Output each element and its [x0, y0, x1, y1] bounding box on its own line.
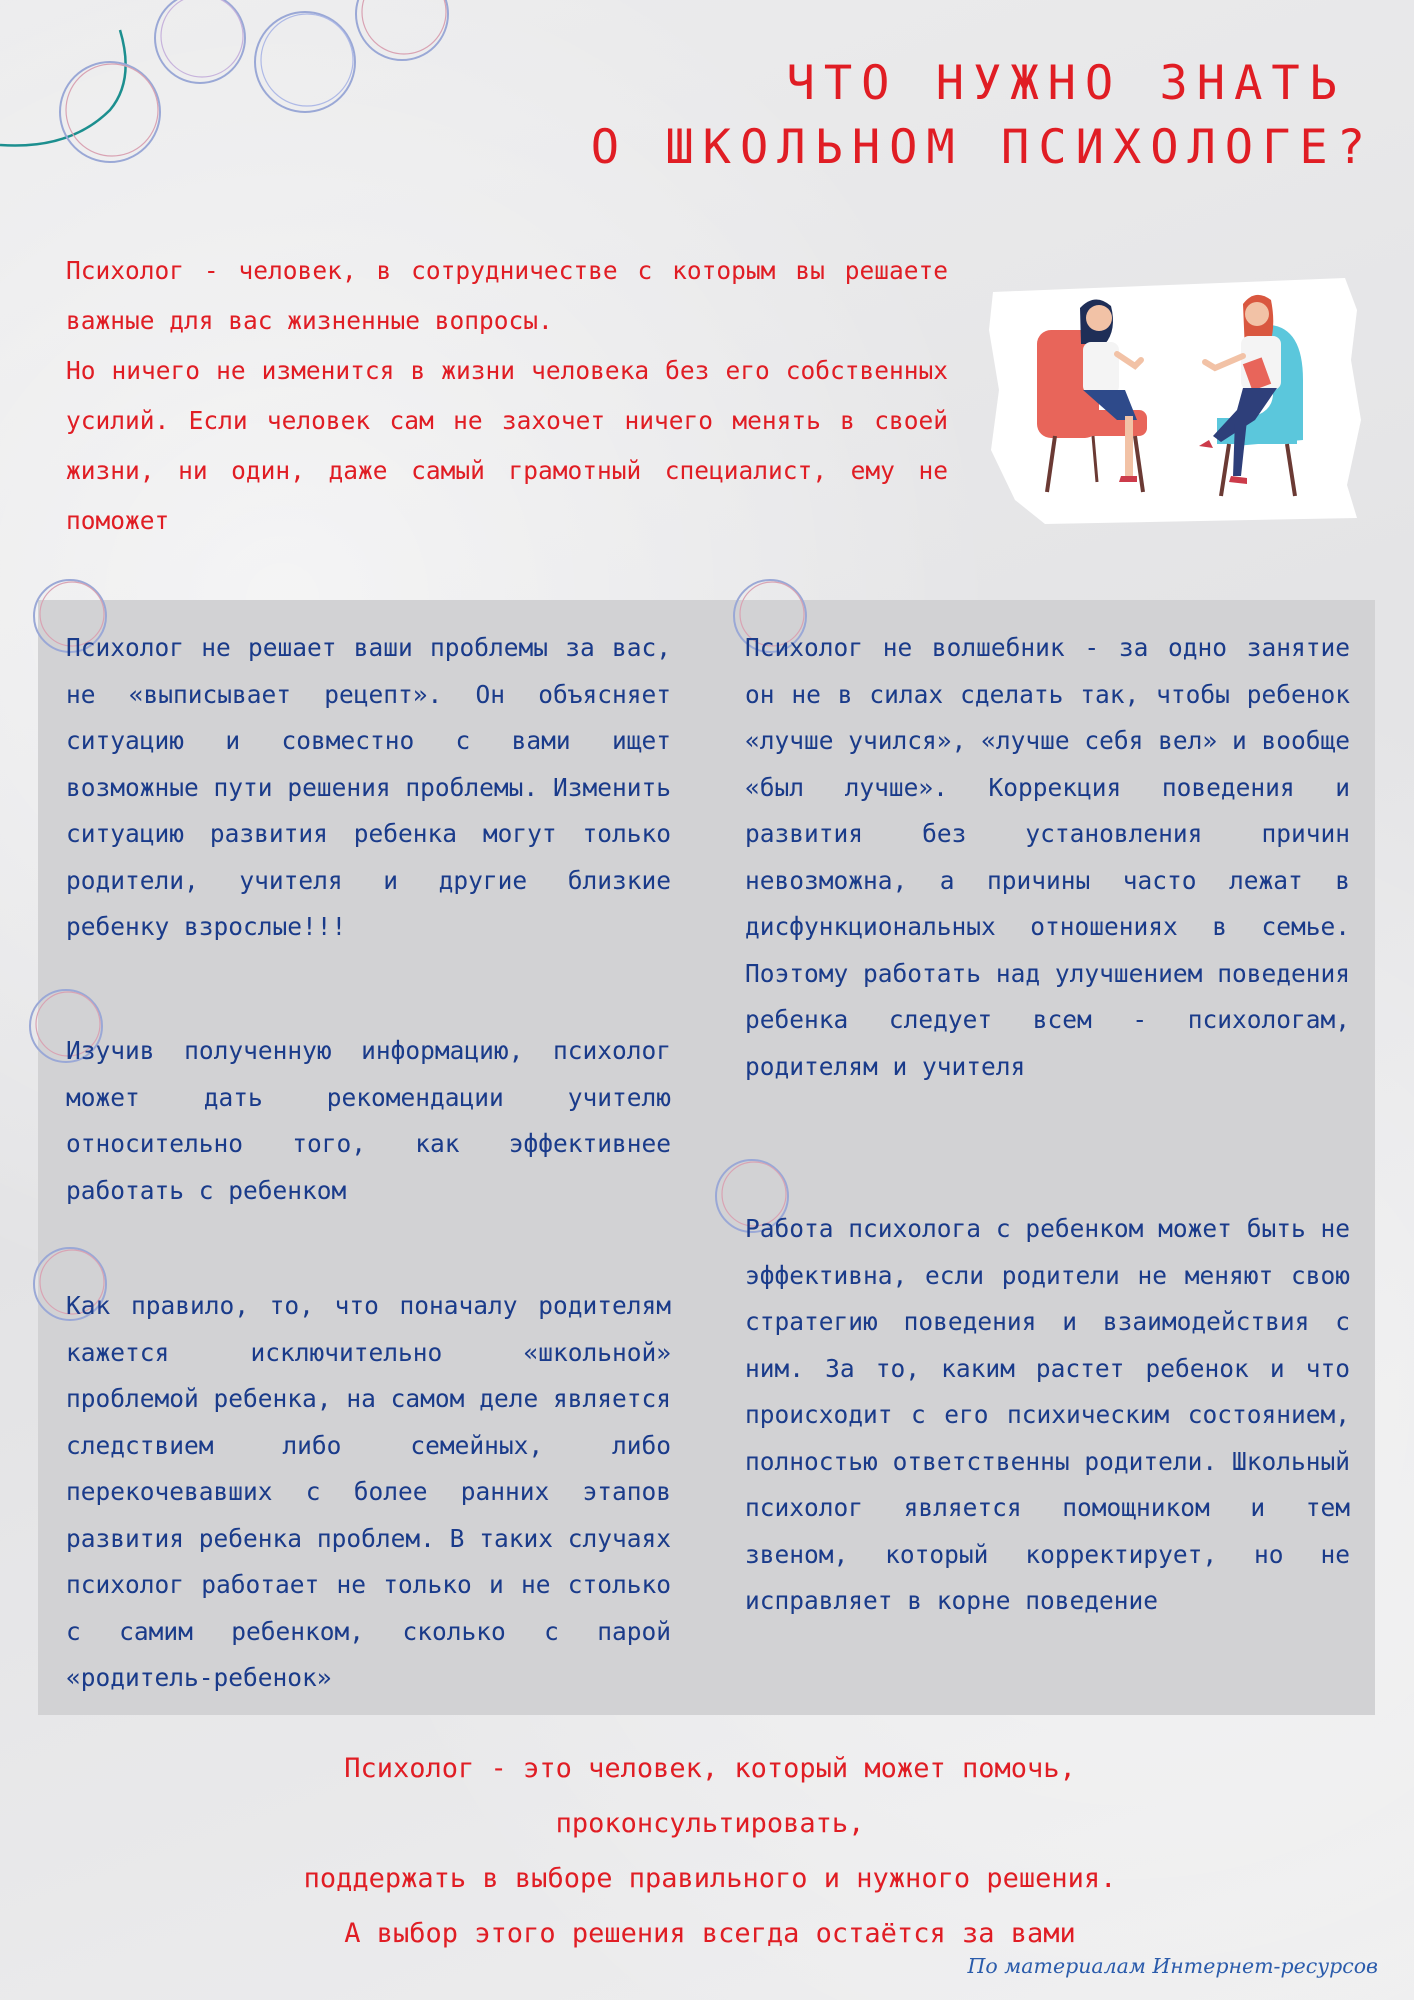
psychologist-session-illustration	[985, 270, 1365, 530]
decorative-bubbles-icon	[0, 0, 470, 190]
text-block-right-2: Работа психолога с ребенком может быть не эффективна, если родители не меняют свою стратегию поведения и взаимодействия с ним. За то, каким растет ребенок и что происходит с его психическим состоянием, полностью ответственны родители. Школьный психолог является помощником и тем звеном, который корректирует, но не исправляет в корне поведение	[745, 1214, 1350, 1615]
closing-line-4: А выбор этого решения всегда остаётся за вами	[344, 1918, 1076, 1949]
title-line-1: ЧТО НУЖНО ЗНАТЬ	[786, 56, 1346, 111]
page-title	[474, 52, 1374, 180]
closing-line-3: поддержать в выборе правильного и нужного решения.	[303, 1863, 1117, 1894]
intro-paragraph-1: Психолог - человек, в сотрудничестве с которым вы решаете важные для вас жизненные вопросы.	[66, 256, 948, 335]
text-block-left-3: Как правило, то, что поначалу родителям кажется исключительно «школьной» проблемой ребенка, на самом деле является следствием либо семейных, либо перекочевавших с более ранних этапов развития ребенка проблем. В таких случаях психолог работает не только и не столько с самим ребенком, сколько с парой «родитель-ребенок»	[66, 1291, 671, 1692]
closing-line-2: проконсультировать,	[555, 1808, 865, 1839]
closing-line-1: Психолог - это человек, который может помочь,	[344, 1753, 1076, 1784]
intro-paragraph-2: Но ничего не изменится в жизни человека без его собственных усилий. Если человек сам не захочет ничего менять в своей жизни, ни один, даже самый грамотный специалист, ему не поможет	[66, 356, 948, 535]
text-block-left-2: Изучив полученную информацию, психолог может дать рекомендации учителю относительно того, как эффективнее работать с ребенком	[66, 1036, 671, 1205]
text-block-left-1: Психолог не решает ваши проблемы за вас, не «выписывает рецепт». Он объясняет ситуацию и совместно с вами ищет возможные пути решения проблемы. Изменить ситуацию развития ребенка могут только родители, учителя и другие близкие ребенку взрослые!!!	[66, 633, 671, 941]
text-block-right-1: Психолог не волшебник - за одно занятие он не в силах сделать так, чтобы ребенок «лучше учился», «лучше себя вел» и вообще «был лучше». Коррекция поведения и развития без установления причин невозможна, а причины часто лежат в дисфункциональных отношениях в семье. Поэтому работать над улучшением поведения ребенка следует всем - психологам, родителям и учителя	[745, 633, 1350, 1081]
intro-text	[66, 246, 948, 546]
title-line-2: О ШКОЛЬНОМ ПСИХОЛОГЕ?	[590, 120, 1374, 175]
closing-statement	[60, 1741, 1360, 1961]
source-note: По материалам Интернет-ресурсов	[967, 1954, 1378, 1978]
